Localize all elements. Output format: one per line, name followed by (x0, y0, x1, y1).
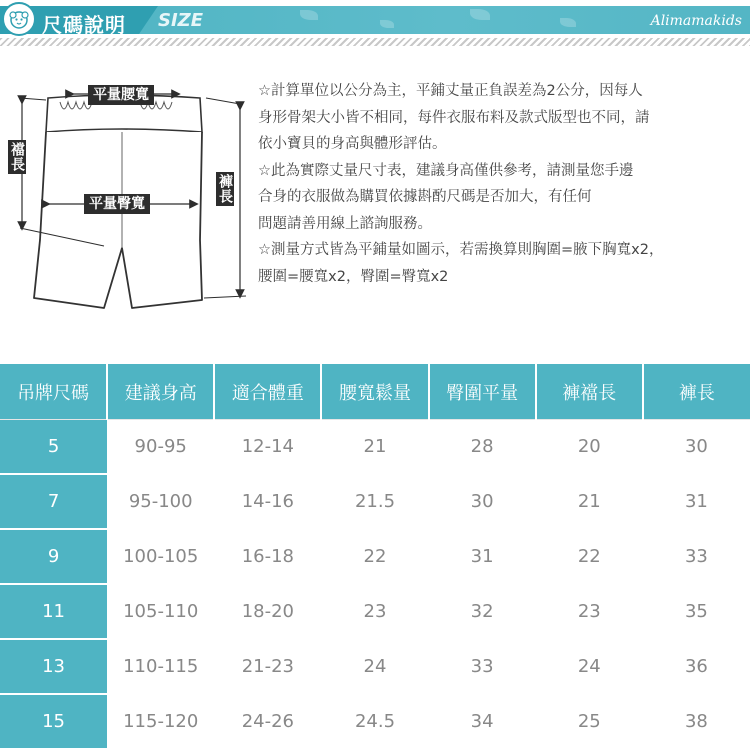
cell-hip: 28 (429, 420, 536, 475)
header-title: 尺碼說明 (42, 13, 126, 37)
cell-rise: 24 (536, 639, 643, 694)
header-divider (0, 38, 750, 46)
cell-weight: 14-16 (214, 474, 321, 529)
table-row (0, 639, 750, 694)
cell-height: 115-120 (107, 694, 214, 749)
note-line: 合身的衣服做為購買依據斟酌尺碼是否加大，有任何 (258, 189, 592, 205)
header-length: 褲長 (643, 364, 750, 420)
cell-length: 35 (643, 584, 750, 639)
table-row (0, 529, 750, 584)
header-hip: 臀圍平量 (429, 364, 536, 420)
leaf-decoration (380, 20, 394, 28)
header-tag-size: 吊牌尺碼 (0, 364, 107, 420)
cell-weight: 21-23 (214, 639, 321, 694)
cell-height: 105-110 (107, 584, 214, 639)
cell-rise: 20 (536, 420, 643, 475)
header-waist: 腰寬鬆量 (321, 364, 428, 420)
cell-length: 31 (643, 474, 750, 529)
cell-length: 33 (643, 529, 750, 584)
size-table (0, 364, 750, 750)
cell-rise: 23 (536, 584, 643, 639)
cell-rise: 22 (536, 529, 643, 584)
pants-length-label: 褲長 (217, 174, 233, 204)
cell-waist: 24 (321, 639, 428, 694)
leaf-decoration (300, 10, 318, 20)
cell-hip: 30 (429, 474, 536, 529)
cell-hip: 34 (429, 694, 536, 749)
cell-rise: 21 (536, 474, 643, 529)
waist-width-label: 平量腰寬 (88, 85, 154, 105)
sheep-logo-icon (2, 2, 36, 36)
header-weight: 適合體重 (214, 364, 321, 420)
table-header-row (0, 364, 750, 420)
brand-name: Alimamakids (650, 13, 742, 29)
header-banner (0, 0, 750, 50)
leaf-decoration (470, 9, 490, 20)
note-line: 身形骨架大小皆不相同，每件衣服布料及款式版型也不同，請 (258, 109, 650, 126)
cell-waist: 24.5 (321, 694, 428, 749)
table-row (0, 584, 750, 639)
cell-tag-size: 13 (0, 639, 107, 694)
leaf-decoration (560, 18, 576, 27)
cell-height: 90-95 (107, 420, 214, 475)
cell-waist: 22 (321, 529, 428, 584)
cell-height: 110-115 (107, 639, 214, 694)
cell-hip: 32 (429, 584, 536, 639)
cell-waist: 21 (321, 420, 428, 475)
cell-tag-size: 5 (0, 420, 107, 475)
cell-hip: 31 (429, 529, 536, 584)
cell-weight: 12-14 (214, 420, 321, 475)
cell-waist: 21.5 (321, 474, 428, 529)
cell-tag-size: 7 (0, 474, 107, 529)
rise-length-label: 襠長 (9, 142, 25, 172)
table-row (0, 694, 750, 749)
note-line: ☆計算單位以公分為主，平鋪丈量正負誤差為2公分，因每人 (258, 83, 643, 99)
cell-tag-size: 11 (0, 584, 107, 639)
note-line: 腰圍=腰寬x2，臀圍=臀寬x2 (258, 268, 449, 285)
cell-length: 30 (643, 420, 750, 475)
cell-weight: 16-18 (214, 529, 321, 584)
table-row (0, 420, 750, 475)
note-line: ☆此為實際丈量尺寸表，建議身高僅供參考，請測量您手邊 (258, 162, 634, 179)
note-line: ☆測量方式皆為平鋪量如圖示，若需換算則胸圍=腋下胸寬x2， (258, 242, 664, 258)
cell-length: 38 (643, 694, 750, 749)
header-rise: 褲襠長 (536, 364, 643, 420)
note-line: 依小寶貝的身高與體形評估。 (258, 136, 447, 152)
header-height: 建議身高 (107, 364, 214, 420)
cell-tag-size: 15 (0, 694, 107, 749)
cell-tag-size: 9 (0, 529, 107, 584)
cell-height: 100-105 (107, 529, 214, 584)
measurement-notes (258, 78, 748, 290)
cell-hip: 33 (429, 639, 536, 694)
cell-height: 95-100 (107, 474, 214, 529)
note-line: 問題請善用線上諮詢服務。 (258, 215, 432, 232)
pants-diagram (0, 60, 252, 330)
cell-weight: 24-26 (214, 694, 321, 749)
cell-weight: 18-20 (214, 584, 321, 639)
cell-rise: 25 (536, 694, 643, 749)
table-row (0, 474, 750, 529)
header-size-label: SIZE (158, 10, 204, 31)
hip-width-label: 平量臀寬 (84, 194, 150, 214)
cell-waist: 23 (321, 584, 428, 639)
cell-length: 36 (643, 639, 750, 694)
